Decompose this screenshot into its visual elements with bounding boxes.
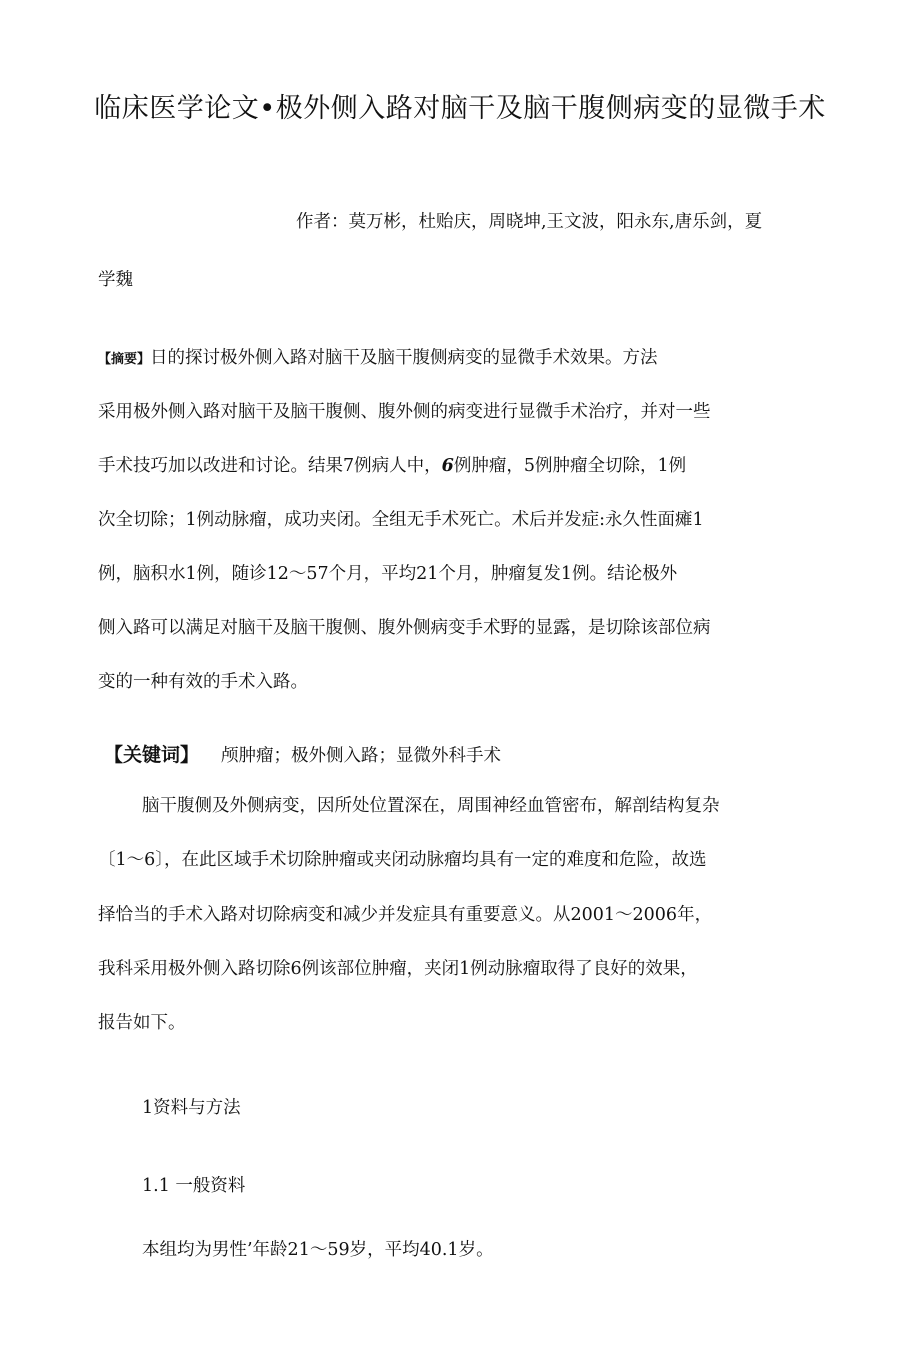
abstract-line-1 bbox=[98, 346, 658, 372]
keywords-tag: 【关键词】 bbox=[104, 744, 200, 766]
abstract-tag: 【摘要】 bbox=[98, 352, 151, 367]
abstract-line-5: 例，脑积水1例，随诊12～57个月，平均21个月，肿瘤复发1例。结论极外 bbox=[98, 564, 678, 584]
authors-line-2: 学魏 bbox=[98, 270, 133, 290]
abstract-text-3b: 6 bbox=[441, 456, 454, 476]
abstract-text-1: 日的探讨极外侧入路对脑干及脑干腹侧病变的显微手术效果。方法 bbox=[150, 348, 658, 368]
section-heading-1: 1资料与方法 bbox=[142, 1098, 241, 1118]
abstract-line-7: 变的一种有效的手术入路。 bbox=[98, 672, 308, 692]
intro-line-5: 报告如下。 bbox=[98, 1013, 186, 1033]
intro-line-3: 择恰当的手术入路对切除病变和减少并发症具有重要意义。从2001～2006年， bbox=[98, 905, 713, 925]
authors-line-1: 作者：莫万彬，杜贻庆，周晓坤,王文波，阳永东,唐乐剑，夏 bbox=[296, 212, 763, 232]
keywords-line bbox=[104, 743, 501, 768]
body-paragraph-1: 本组均为男性’年龄21～59岁，平均40.1岁。 bbox=[142, 1240, 494, 1260]
abstract-line-6: 侧入路可以满足对脑干及脑干腹侧、腹外侧病变手术野的显露，是切除该部位病 bbox=[98, 618, 711, 638]
abstract-line-3 bbox=[98, 454, 686, 478]
keywords-text: 颅肿瘤；极外侧入路；显微外科手术 bbox=[221, 746, 502, 766]
abstract-line-4: 次全切除；1例动脉瘤，成功夹闭。全组无手术死亡。术后并发症:永久性面瘫1 bbox=[98, 510, 704, 530]
abstract-text-3c: 例肿瘤，5例肿瘤全切除，1例 bbox=[453, 456, 687, 476]
abstract-line-2: 采用极外侧入路对脑干及脑干腹侧、腹外侧的病变进行显微手术治疗，并对一些 bbox=[98, 402, 711, 422]
section-heading-1-1: 1.1 一般资料 bbox=[142, 1176, 246, 1196]
abstract-text-3a: 手术技巧加以改进和讨论。结果7例病人中， bbox=[98, 456, 442, 476]
intro-line-2: 〔1～6〕，在此区域手术切除肿瘤或夹闭动脉瘤均具有一定的难度和危险，故选 bbox=[98, 850, 707, 870]
paper-title: 临床医学论文•极外侧入路对脑干及脑干腹侧病变的显微手术 bbox=[94, 93, 826, 124]
intro-line-4: 我科采用极外侧入路切除6例该部位肿瘤，夹闭1例动脉瘤取得了良好的效果， bbox=[98, 959, 698, 979]
intro-line-1: 脑干腹侧及外侧病变，因所处位置深在，周围神经血管密布，解剖结构复杂 bbox=[142, 796, 720, 816]
